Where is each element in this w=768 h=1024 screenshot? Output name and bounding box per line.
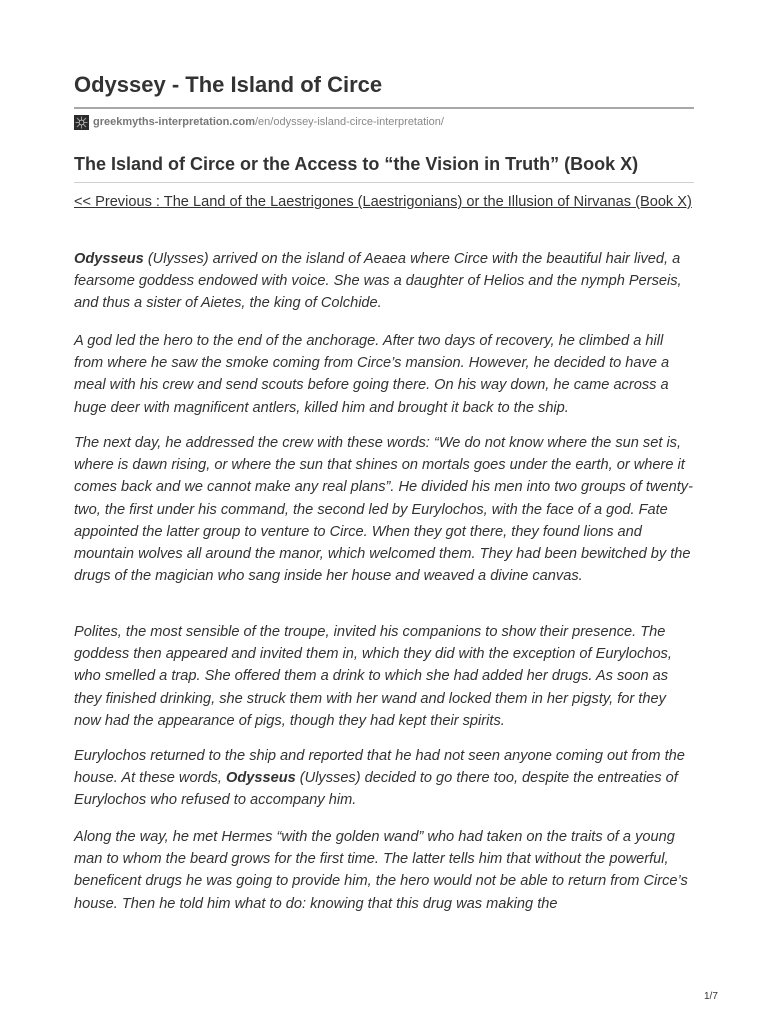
paragraph-5	[74, 745, 694, 812]
site-logo-icon	[74, 115, 89, 130]
paragraph-1	[74, 248, 694, 315]
paragraph-2: A god led the hero to the end of the anchorage. After two days of recovery, he climbed a hill from where he saw the smoke coming from Circe’s mansion. However, he decided to have a meal with his crew and send scouts before going there. On his way down, he came across a huge deer with magnificent antlers, killed him and brought it back to the ship.	[74, 333, 670, 416]
paragraph-1-text: (Ulysses) arrived on the island of Aeaea where Circe with the beautiful hair lived, a fearsome goddess endowed with voice. She was a daughter of Helios and the nymph Perseis, and thus a sister of Aietes, the king of Colchide.	[74, 251, 682, 312]
title-divider	[74, 107, 694, 109]
article-divider	[74, 182, 694, 183]
source-url[interactable]	[74, 114, 444, 130]
source-domain[interactable]: greekmyths-interpretation.com	[93, 116, 255, 128]
paragraph-1-bold: Odysseus	[74, 251, 144, 267]
source-path[interactable]: /en/odyssey-island-circe-interpretation/	[254, 116, 444, 128]
article-title: The Island of Circe or the Access to “the Vision in Truth” (Book X)	[74, 154, 639, 174]
paragraph-3: The next day, he addressed the crew with these words: “We do not know where the sun set is, where is dawn rising, or where the sun that shines on mortals goes under the earth, or where it comes back and we cannot make any real plans”. He divided his men into two groups of twenty-two, the first under his command, the second led by Eurylochos, with the face of a god. Fate appointed the latter group to venture to Circe. When they got there, they found lions and mountain wolves all around the manor, which welcomed them. They had been bewitched by the drugs of the magician who sang inside her house and weaved a divine canvas.	[74, 435, 693, 585]
paragraph-4: Polites, the most sensible of the troupe, invited his companions to show their presence. The goddess then appeared and invited them in, which they did with the exception of Eurylochos, who smelled a trap. She offered them a drink to which she had added her drugs. As soon as they finished drinking, she struck them with her wand and locked them in her pigsty, for they now had the appearance of pigs, though they had kept their spirits.	[74, 624, 672, 729]
paragraph-5-bold: Odysseus	[225, 770, 296, 787]
previous-chapter-link[interactable]: << Previous : The Land of the Laestrigones (Laestrigonians) or the Illusion of Nirvanas (Book X)	[74, 194, 692, 210]
paragraph-6: Along the way, he met Hermes “with the golden wand” who had taken on the traits of a young man to whom the beard grows for the first time. The latter tells him that without the powerful, beneficent drugs he was going to provide him, the hero would not be able to return from Circe’s house. Then he told him what to do: knowing that this drug was making the	[74, 829, 688, 912]
page-title: Odyssey - The Island of Circe	[74, 72, 383, 97]
paragraph-5-text-2: (Ulysses) decided to go there too, despite the entreaties of Eurylochos who refused to accompany him.	[74, 770, 678, 809]
paragraph-5-text-1: Eurylochos returned to the ship and reported that he had not seen anyone coming out from the house. At these words,	[74, 748, 685, 787]
page-number: 1/7	[704, 991, 718, 1002]
